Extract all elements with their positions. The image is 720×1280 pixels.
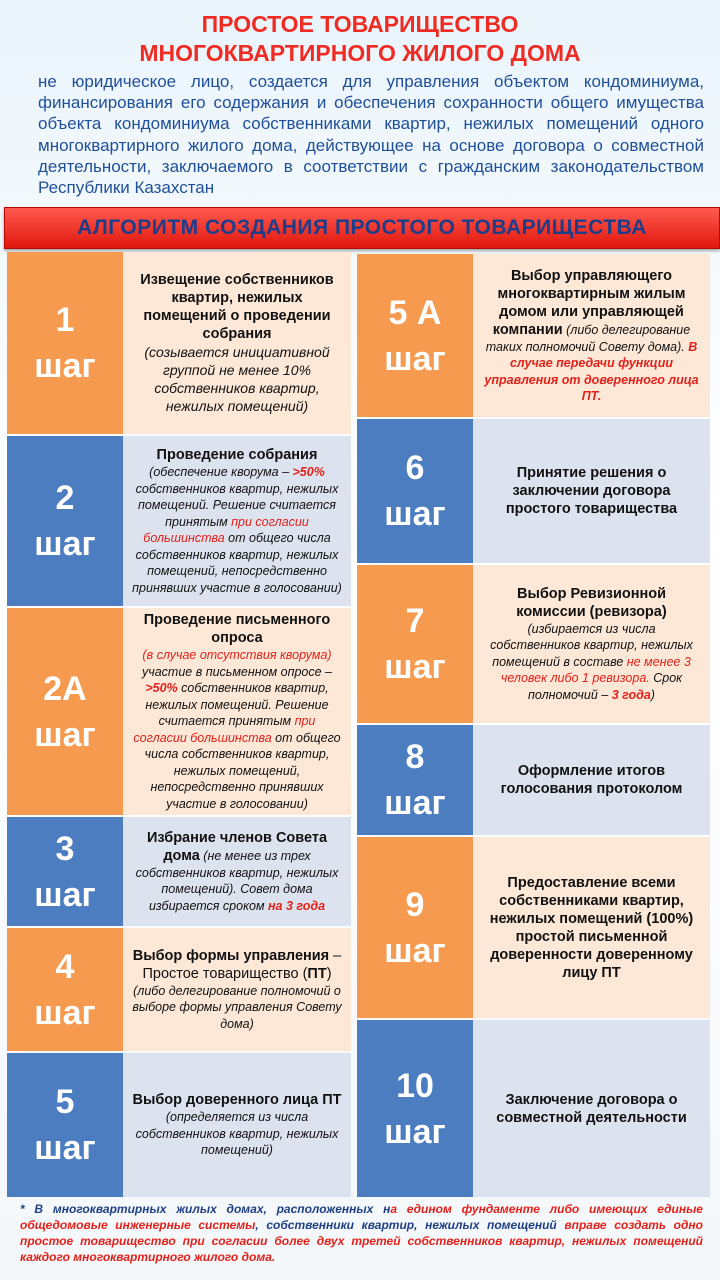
- step-number: [7, 1053, 123, 1197]
- step-title-abbr: ПТ: [307, 965, 327, 982]
- step-number-value: 2: [55, 479, 75, 517]
- step-number: [357, 565, 473, 723]
- step-description: [473, 565, 710, 723]
- step-title: Выбор формы управления: [132, 947, 330, 964]
- step-title: Проведение собрания: [156, 447, 318, 463]
- step-description: [473, 837, 710, 1018]
- step-note-highlight: при согласии большинства: [133, 714, 316, 745]
- step-word: шаг: [384, 1112, 446, 1151]
- step-9: [357, 837, 710, 1018]
- step-word: шаг: [34, 993, 96, 1032]
- step-note-part: Срок полномочий –: [528, 671, 683, 702]
- step-description: [473, 419, 710, 563]
- step-note-part: участие в письменном опросе –: [142, 664, 332, 679]
- step-number: [7, 608, 123, 815]
- footnote-part: * В многоквартирных жилых домах, расположенных н: [20, 1202, 391, 1216]
- step-note-highlight: >50%: [292, 465, 325, 479]
- step-title: Выбор управляющего многоквартирным жилым домом или управляющей компании: [492, 267, 686, 338]
- step-description: [123, 252, 351, 434]
- step-title: Проведение письменного опроса: [143, 612, 331, 646]
- step-number: [7, 252, 123, 434]
- step-word: шаг: [34, 525, 96, 563]
- definition-text: не юридическое лицо, создается для управления объектом кондоминиума, финансирования его содержания и обеспечения сохранности общего имущества объекта кондоминиума собственниками квартир, нежилых помещений одного многоквартирного жилого дома, действующее на основе договора о совместной деятельности, заключаемого в соответствии с гражданским законодательством Республики Казахстан: [38, 72, 704, 198]
- step-note-part: от общего числа собственников квартир, нежилых помещений, непосредственно принявших участие в голосовании): [144, 730, 341, 811]
- step-description: [123, 608, 351, 815]
- step-note-highlight: не менее 3 человек либо 1 ревизора.: [500, 654, 691, 686]
- step-5a: [357, 254, 710, 417]
- step-2: [7, 436, 351, 606]
- step-description: [123, 436, 351, 606]
- step-title: Заключение договора о совместной деятельности: [496, 1091, 687, 1126]
- step-4: [7, 928, 351, 1051]
- step-3: [7, 817, 351, 926]
- step-note-part: (либо делегирование таких полномочий Совету дома).: [485, 322, 691, 354]
- step-number: [7, 817, 123, 926]
- footnote: [20, 1201, 703, 1265]
- step-word: шаг: [34, 715, 96, 754]
- step-word: шаг: [34, 875, 96, 914]
- step-2a: [7, 608, 351, 815]
- step-note-part: (определяется из числа собственников квартир, нежилых помещений): [135, 1110, 339, 1158]
- step-note-highlight: В случае передачи функции управления от доверенного лица ПТ.: [484, 339, 699, 403]
- step-title: Извещение собственников квартир, нежилых помещений о проведении собрания: [140, 272, 334, 342]
- step-number-value: 8: [405, 738, 425, 776]
- step-number-value: 3: [55, 829, 75, 868]
- step-title: Предоставление всеми собственниками квартир, нежилых помещений (100%) простой письменной доверенности доверенному лицу ПТ: [489, 874, 694, 981]
- footnote-part: , собственники квартир, нежилых помещений: [255, 1218, 565, 1232]
- step-number-value: 1: [55, 301, 75, 339]
- step-number-value: 5: [55, 1083, 75, 1121]
- title-line-1: ПРОСТОЕ ТОВАРИЩЕСТВО: [201, 11, 519, 37]
- step-note-part: от общего числа собственников квартир, нежилых помещений, непосредственно принявших участие в голосовании): [132, 531, 342, 595]
- step-number: [357, 254, 473, 417]
- step-note-part: ): [650, 687, 655, 702]
- step-number: [357, 837, 473, 1018]
- step-5: [7, 1053, 351, 1197]
- step-number-value: 4: [55, 947, 75, 986]
- step-note-highlight: при согласии большинства: [143, 514, 309, 545]
- algorithm-banner: АЛГОРИТМ СОЗДАНИЯ ПРОСТОГО ТОВАРИЩЕСТВА: [4, 207, 720, 249]
- step-number-value: 2А: [43, 669, 87, 708]
- step-note-part: собственников квартир, нежилых помещений. Решение считается принятым: [135, 481, 339, 529]
- step-number: [357, 1020, 473, 1197]
- step-title: Оформление итогов голосования протоколом: [500, 763, 683, 797]
- step-description: [473, 254, 710, 417]
- step-word: шаг: [34, 1129, 96, 1167]
- step-number: [357, 419, 473, 563]
- step-note-highlight: >50%: [145, 681, 178, 695]
- page-title: [0, 10, 720, 68]
- step-word: шаг: [384, 495, 446, 533]
- footnote-highlight: вправе создать одно простое товарищество при согласии более двух третей собственников квартир, нежилых помещений каждого многоквартирного жилого дома.: [20, 1218, 704, 1264]
- step-10: [357, 1020, 710, 1197]
- step-description: [473, 1020, 710, 1197]
- step-6: [357, 419, 710, 563]
- step-number-value: 6: [405, 449, 425, 487]
- step-word: шаг: [384, 931, 446, 970]
- step-number-value: 7: [405, 602, 425, 640]
- step-word: шаг: [384, 339, 446, 378]
- step-word: шаг: [34, 347, 96, 385]
- step-title: Выбор Ревизионной комиссии (ревизора): [516, 585, 667, 620]
- step-note-highlight: 3 года: [611, 687, 651, 702]
- step-description: [123, 928, 351, 1051]
- footnote-highlight: а едином фундаменте либо имеющих единые общедомовые инженерные системы: [20, 1202, 703, 1232]
- step-note-part: (избирается из числа собственников квартир, нежилых помещений в составе: [490, 621, 693, 669]
- step-word: шаг: [384, 648, 446, 686]
- step-number-value: 9: [405, 885, 425, 924]
- step-note: (созывается инициативной группой не менее 10% собственников квартир, нежилых помещений): [144, 344, 330, 414]
- title-line-2: МНОГОКВАРТИРНОГО ЖИЛОГО ДОМА: [139, 40, 581, 66]
- step-note-part: собственников квартир, нежилых помещений. Решение считается принятым: [145, 681, 329, 728]
- step-number: [357, 725, 473, 835]
- step-note-highlight: на 3 года: [267, 898, 326, 913]
- step-title-part: – Простое товарищество (: [142, 947, 342, 982]
- step-number-value: 5 А: [388, 293, 442, 332]
- step-title: Принятие решения о заключении договора простого товарищества: [505, 465, 678, 517]
- step-title: Выбор доверенного лица ПТ: [132, 1092, 342, 1109]
- step-number-value: 10: [396, 1066, 434, 1105]
- step-8: [357, 725, 710, 835]
- step-title-part: ): [326, 965, 332, 982]
- step-description: [473, 725, 710, 835]
- step-description: [123, 817, 351, 926]
- step-1: [7, 252, 351, 434]
- step-number: [7, 928, 123, 1051]
- step-note-highlight: (в случае отсутствия кворума): [142, 648, 332, 662]
- step-note-part: (либо делегирование полномочий о выборе формы управления Совету дома): [132, 983, 342, 1031]
- step-7: [357, 565, 710, 723]
- step-title: Избрание членов Совета дома: [146, 829, 328, 864]
- step-note-part: (обеспечение кворума –: [149, 465, 293, 479]
- step-number: [7, 436, 123, 606]
- step-description: [123, 1053, 351, 1197]
- step-note-part: (не менее из трех собственников квартир, нежилых помещений). Совет дома избирается сроком: [135, 848, 339, 913]
- step-word: шаг: [384, 784, 446, 822]
